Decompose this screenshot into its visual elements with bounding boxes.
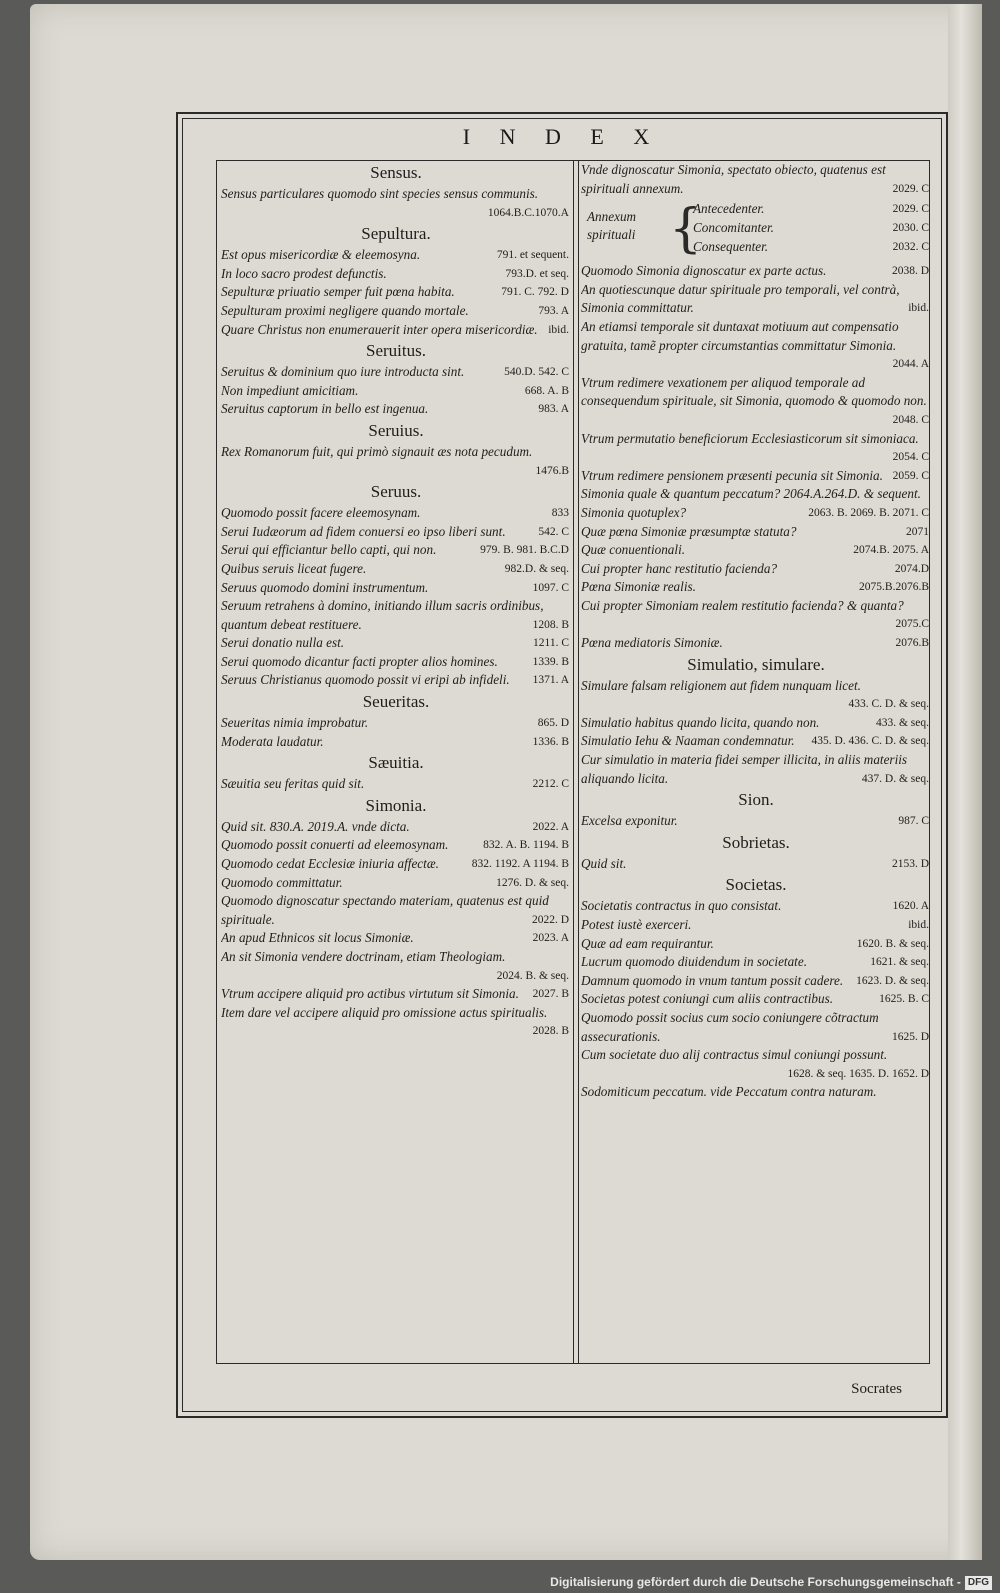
index-entry <box>221 523 571 542</box>
page-reference: 1208. B <box>532 618 569 631</box>
index-entry <box>581 855 931 874</box>
index-entry <box>221 443 571 480</box>
section-heading: Simonia. <box>365 795 427 815</box>
page-reference: 437. D. & seq. <box>861 772 929 785</box>
index-entry <box>581 990 931 1009</box>
index-entry <box>581 916 931 935</box>
page-reference: 1620. A <box>892 900 929 913</box>
index-entry <box>221 874 571 893</box>
section-heading: Seruus. <box>370 482 422 502</box>
page-reference: 2027. B <box>532 988 569 1001</box>
annexum-label: Annexum spirituali <box>587 209 637 243</box>
index-entry <box>221 185 571 222</box>
entry-text: Simonia quotuplex? <box>581 504 687 520</box>
index-entry <box>581 161 931 198</box>
entry-text: Antecedenter. <box>693 201 765 217</box>
page-reference: 2038. D <box>891 265 929 278</box>
page-reference: 987. C <box>898 815 929 828</box>
entry-text: Seruum retrahens à domino, initiando illum sacris ordinibus, quantum debeat restituere. <box>221 598 544 632</box>
index-entry <box>221 321 571 340</box>
page-reference: 979. B. 981. B.C.D <box>480 544 569 557</box>
entry-text: In loco sacro prodest defunctis. <box>221 265 387 281</box>
page-reference: 1628. & seq. 1635. D. 1652. D <box>787 1067 929 1080</box>
annexum-item <box>693 238 929 257</box>
index-entry <box>221 714 571 733</box>
entry-text: Damnum quomodo in vnum tantum possit cadere. <box>581 972 844 988</box>
entry-text: Item dare vel accipere aliquid pro omissione actus spiritualis. <box>221 1004 548 1020</box>
page-reference: 865. D <box>537 717 569 730</box>
entry-text: Quibus seruis liceat fugere. <box>221 560 367 576</box>
entry-text: Lucrum quomodo diuidendum in societate. <box>581 954 807 970</box>
entry-text: Cum societate duo alij contractus simul coniungi possunt. <box>581 1047 888 1063</box>
entry-text: Societas potest coniungi cum aliis contractibus. <box>581 991 833 1007</box>
page-reference: 2048. C <box>892 413 929 426</box>
page-reference: 433. C. D. & seq. <box>848 698 929 711</box>
page-reference: 2075.B.2076.B <box>859 581 929 594</box>
page-reference: ibid. <box>908 919 929 931</box>
entry-text: Simulatio habitus quando licita, quando non. <box>581 714 820 730</box>
page-reference: 2074.B. 2075. A <box>853 544 929 557</box>
section-heading: Sion. <box>738 790 774 810</box>
annexum-bracket-group <box>581 200 931 258</box>
entry-text: Quomodo cedat Ecclesiæ iniuria affectæ. <box>221 856 439 872</box>
entry-text: Quomodo committatur. <box>221 874 343 890</box>
entry-text: Quomodo Simonia dignoscatur ex parte actus. <box>581 263 827 279</box>
entry-text: Pœna Simoniæ realis. <box>581 579 696 595</box>
index-entry <box>581 1009 931 1046</box>
entry-text: Est opus misericordiæ & eleemosyna. <box>221 247 421 263</box>
page-reference: 791. et sequent. <box>496 249 569 262</box>
annexum-items <box>693 200 929 257</box>
page-reference: 2044. A <box>892 358 929 371</box>
section-heading: Simulatio, simulare. <box>687 654 825 674</box>
index-entry <box>581 318 931 374</box>
entry-text: Quomodo possit conuerti ad eleemosynam. <box>221 837 449 853</box>
page-reference: 1336. B <box>532 735 569 748</box>
page-reference: 2054. C <box>892 451 929 464</box>
section-heading: Sæuitia. <box>368 753 424 773</box>
index-entry <box>581 523 931 542</box>
index-entry <box>581 1046 931 1083</box>
page-reference: 2076.B <box>895 637 929 650</box>
page-reference: 1623. D. & seq. <box>856 974 929 987</box>
entry-text: Vtrum permutatio beneficiorum Ecclesiasticorum sit simoniaca. <box>581 430 919 446</box>
page-reference: 2022. D <box>531 913 569 926</box>
page-reference: 2059. C <box>892 469 929 482</box>
index-entry <box>221 302 571 321</box>
page-reference: 1476.B <box>535 464 569 477</box>
section-heading: Seueritas. <box>362 692 430 712</box>
index-entry <box>221 985 571 1004</box>
entry-text: Quæ ad eam requirantur. <box>581 935 714 951</box>
book-page <box>30 4 982 1560</box>
entry-text: Potest iustè exerceri. <box>581 917 692 932</box>
index-entry <box>581 972 931 991</box>
entry-text: Sepulturam proximi negligere quando mortale. <box>221 302 469 318</box>
page-reference: 2074.D <box>894 562 929 575</box>
page-reference: 793.D. et seq. <box>505 267 569 280</box>
index-entry <box>221 541 571 560</box>
entry-text: Societatis contractus in quo consistat. <box>581 898 782 914</box>
page-reference: 1625. D <box>891 1030 929 1043</box>
entry-text: Vtrum redimere pensionem præsenti pecunia sit Simonia. <box>581 467 883 483</box>
page-reference: ibid. <box>908 302 929 315</box>
index-entry <box>581 812 931 831</box>
index-entry <box>581 430 931 467</box>
page-reference: 2028. B <box>532 1025 569 1038</box>
entry-text: Vtrum accipere aliquid pro actibus virtutum sit Simonia. <box>221 986 519 1002</box>
page-reference: 983. A <box>538 403 569 416</box>
page-reference: 1620. B. & seq. <box>856 937 929 950</box>
page-title: I N D E X <box>462 124 662 149</box>
footer-text: Digitalisierung gefördert durch die Deutsche Forschungsgemeinschaft - <box>550 1575 961 1589</box>
page-reference: 982.D. & seq. <box>504 562 569 575</box>
index-entry <box>221 634 571 653</box>
dfg-logo: DFG <box>965 1576 992 1590</box>
entry-text: Seueritas nimia improbatur. <box>221 715 369 731</box>
entry-text: Quid sit. <box>581 855 627 871</box>
page-reference: 2032. C <box>892 241 929 254</box>
page-reference: 542. C <box>538 525 569 538</box>
entry-text: Sæuitia seu feritas quid sit. <box>221 776 365 792</box>
index-entry <box>581 953 931 972</box>
page-reference: 2212. C <box>532 778 569 791</box>
entry-text: Cur simulatio in materia fidei semper illicita, in aliis materiis aliquando licita. <box>581 752 908 786</box>
index-entry <box>221 892 571 929</box>
page-reference: 435. D. 436. C. D. & seq. <box>811 735 929 748</box>
page-reference: 2024. B. & seq. <box>496 969 569 982</box>
digitization-footer <box>0 1572 1000 1593</box>
entry-text: Excelsa exponitur. <box>581 813 678 829</box>
index-entry <box>221 653 571 672</box>
page-reference: 1339. B <box>532 655 569 668</box>
index-entry <box>581 732 931 751</box>
column-divider <box>573 161 579 1363</box>
page-reference: 2029. C <box>892 182 929 195</box>
entry-text: Pœna mediatoris Simoniæ. <box>581 635 723 651</box>
index-entry <box>221 400 571 419</box>
page-reference: 433. & seq. <box>875 716 929 729</box>
index-entry <box>581 578 931 597</box>
left-column <box>221 161 571 1363</box>
index-entry <box>221 265 571 284</box>
section-heading: Sepultura. <box>361 224 431 244</box>
index-entry <box>221 855 571 874</box>
entry-text: Simonia quale & quantum peccatum? 2064.A.264.D. & sequent. <box>581 486 921 502</box>
entry-text: Sepulturæ priuatio semper fuit pœna habita. <box>221 284 455 300</box>
index-entry <box>581 634 931 653</box>
page-reference: 833 <box>551 507 569 520</box>
section-heading: Sensus. <box>370 163 422 182</box>
curly-brace-icon: { <box>669 199 703 260</box>
entry-text: Concomitanter. <box>693 220 774 236</box>
entry-text: Quomodo dignoscatur spectando materiam, quatenus est quid spirituale. <box>221 893 549 927</box>
right-column <box>581 161 931 1363</box>
section-heading: Seruitus. <box>366 341 426 361</box>
index-entry <box>581 1083 931 1102</box>
index-entry <box>581 597 931 634</box>
annexum-item <box>693 219 929 238</box>
book-spine-edge <box>948 4 982 1560</box>
index-entry <box>221 775 571 794</box>
entry-text: An sit Simonia vendere doctrinam, etiam Theologiam. <box>221 949 506 964</box>
page-reference: 2071 <box>906 525 929 538</box>
entry-text: Seruitus & dominium quo iure introducta sint. <box>221 364 465 380</box>
entry-text: Cui propter hanc restitutio facienda? <box>581 560 778 576</box>
index-entry <box>581 262 931 281</box>
entry-text: Cui propter Simoniam realem restitutio facienda? & quanta? <box>581 597 904 613</box>
page-reference: 1625. B. C <box>879 993 929 1006</box>
page-reference: 1097. C <box>532 581 569 594</box>
index-entry <box>221 246 571 265</box>
entry-text: Sensus particulares quomodo sint species sensus communis. <box>221 186 539 201</box>
page-reference: 2030. C <box>892 222 929 235</box>
index-entry <box>581 714 931 733</box>
entry-text: Quæ conuentionali. <box>581 542 686 558</box>
index-entry <box>221 363 571 382</box>
index-entry <box>221 560 571 579</box>
entry-text: Sodomiticum peccatum. vide Peccatum contra naturam. <box>581 1084 877 1100</box>
section-heading: Societas. <box>725 875 787 895</box>
index-columns <box>216 160 930 1364</box>
entry-text: An apud Ethnicos sit locus Simoniæ. <box>221 930 414 946</box>
entry-text: Quæ pœna Simoniæ præsumptæ statuta? <box>581 523 797 539</box>
page-reference: 2022. A <box>532 820 569 833</box>
page-reference: 2153. D <box>891 857 929 870</box>
entry-text: Quid sit. 830.A. 2019.A. vnde dicta. <box>221 818 410 834</box>
index-entry <box>221 836 571 855</box>
entry-text: Seruus quomodo domini instrumentum. <box>221 579 429 595</box>
page-reference: 668. A. B <box>524 384 569 397</box>
entry-text: Consequenter. <box>693 239 769 255</box>
entry-text: Moderata laudatur. <box>221 733 324 749</box>
page-reference: 832. 1192. A 1194. B <box>471 858 569 871</box>
entry-text: Serui Iudæorum ad fidem conuersi eo ipso liberi sunt. <box>221 523 506 539</box>
index-entry <box>581 897 931 916</box>
index-entry <box>221 733 571 752</box>
index-entry <box>581 485 931 504</box>
index-entry <box>581 504 931 523</box>
index-entry <box>221 382 571 401</box>
entry-text: An quotiescunque datur spirituale pro temporali, vel contrà, Simonia committatur. <box>581 281 900 316</box>
entry-text: Seruus Christianus quomodo possit vi eripi ab infideli. <box>221 672 510 688</box>
entry-text: Vtrum redimere vexationem per aliquod temporale ad consequendum spirituale, sit Simonia, quomodo & quomodo non. <box>581 374 927 409</box>
page-reference: 1211. C <box>533 637 569 650</box>
entry-text: Quare Christus non enumerauerit inter opera misericordiæ. <box>221 321 538 337</box>
page-reference: 1064.B.C.1070.A <box>487 206 569 219</box>
page-reference: 1371. A <box>532 674 569 687</box>
entry-text: Seruitus captorum in bello est ingenua. <box>221 401 429 417</box>
page-reference: 2063. B. 2069. B. 2071. C <box>808 506 929 519</box>
page-reference: 793. A <box>538 304 569 317</box>
entry-text: Non impediunt amicitiam. <box>221 382 359 398</box>
section-heading: Sobrietas. <box>722 832 790 852</box>
entry-text: Simulare falsam religionem aut fidem nunquam licet. <box>581 677 861 693</box>
page-reference: 2023. A <box>532 932 569 945</box>
page-reference: 540.D. 542. C <box>504 366 569 379</box>
entry-text: Simulatio Iehu & Naaman condemnatur. <box>581 733 795 749</box>
index-entry <box>581 541 931 560</box>
page-reference: 2075.C <box>895 618 929 631</box>
entry-text: An etiamsi temporale sit duntaxat motiuum aut compensatio gratuita, tamẽ propter circumstantias committatur Simonia. <box>581 318 899 353</box>
page-reference: 832. A. B. 1194. B <box>483 839 569 852</box>
page-reference: 1621. & seq. <box>870 956 929 969</box>
entry-text: Serui quomodo dicantur facti propter alios homines. <box>221 653 498 669</box>
section-heading: Seruius. <box>368 420 424 440</box>
page-reference: ibid. <box>548 323 569 336</box>
entry-text: Rex Romanorum fuit, qui primò signauit æs nota pecudum. <box>221 443 533 459</box>
index-entry <box>221 929 571 948</box>
page-frame <box>176 112 948 1418</box>
entry-text: Quomodo possit socius cum socio coniungere cõtractum assecurationis. <box>581 1009 879 1044</box>
index-entry <box>221 504 571 523</box>
page-reference: 1276. D. & seq. <box>496 876 569 889</box>
index-entry <box>221 597 571 634</box>
catchword: Socrates <box>851 1381 902 1397</box>
index-entry <box>221 671 571 690</box>
index-entry <box>221 818 571 837</box>
index-entry <box>581 935 931 954</box>
entry-text: Serui donatio nulla est. <box>221 635 345 651</box>
entry-text: Quomodo possit facere eleemosynam. <box>221 505 421 521</box>
page-reference: 791. C. 792. D <box>501 286 569 299</box>
index-entry <box>221 579 571 598</box>
page-reference: 2029. C <box>892 203 929 216</box>
entry-text: Serui qui efficiantur bello capti, qui non. <box>221 542 437 558</box>
index-entry <box>581 677 931 714</box>
index-entry <box>221 283 571 302</box>
entry-text: Vnde dignoscatur Simonia, spectato obiecto, quatenus est spirituali annexum. <box>581 162 886 196</box>
index-entry <box>581 560 931 579</box>
index-entry <box>581 281 931 318</box>
annexum-item <box>693 200 929 219</box>
index-entry <box>581 374 931 430</box>
index-entry <box>581 467 931 486</box>
index-entry <box>581 751 931 788</box>
index-entry <box>221 948 571 985</box>
index-entry <box>221 1004 571 1041</box>
